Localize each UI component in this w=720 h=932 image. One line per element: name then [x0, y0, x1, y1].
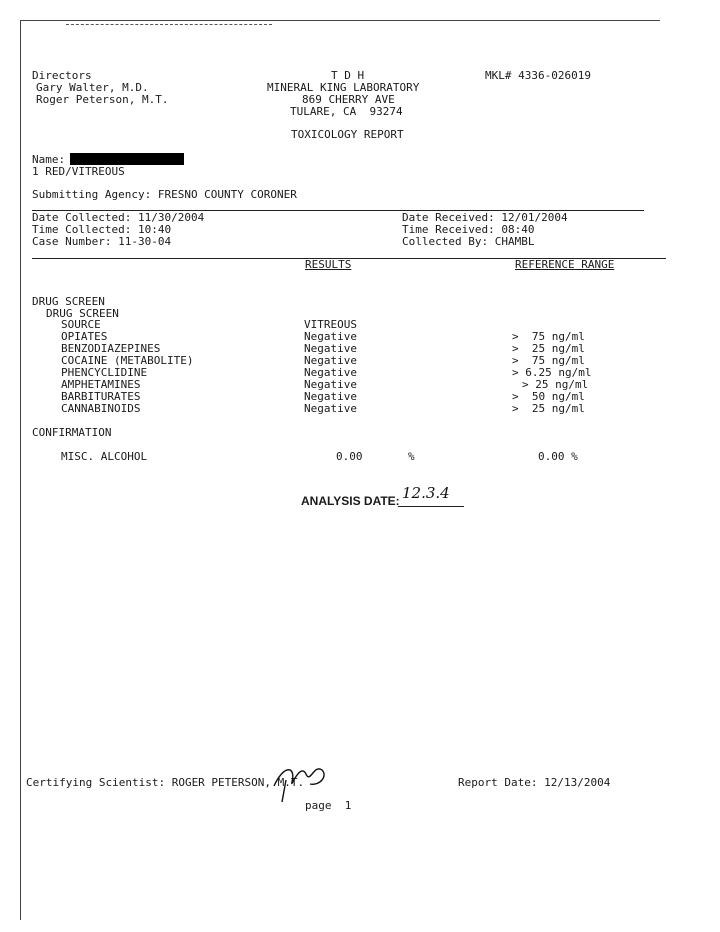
results-header: RESULTS — [305, 258, 352, 271]
table-row-result: Negative — [304, 378, 357, 391]
table-row-result: Negative — [304, 402, 357, 415]
table-row-result: Negative — [304, 390, 357, 403]
table-row-result: Negative — [304, 354, 357, 367]
analysis-date-underline — [398, 506, 464, 507]
alcohol-name: MISC. ALCOHOL — [61, 450, 148, 463]
section-drug-screen: DRUG SCREEN — [32, 295, 105, 308]
table-row-reference: > 75 ng/ml — [512, 330, 585, 343]
lab-line-3: 869 CHERRY AVE — [302, 93, 395, 106]
left-border-line — [20, 20, 21, 920]
table-row-reference: > 25 ng/ml — [522, 378, 589, 391]
table-row-reference: > 25 ng/ml — [512, 402, 585, 415]
table-row-result: Negative — [304, 366, 357, 379]
table-row-name: CANNABINOIDS — [61, 402, 141, 415]
certifying-scientist: Certifying Scientist: ROGER PETERSON, M.T. — [26, 776, 305, 789]
lab-line-1: T D H — [331, 69, 365, 82]
director-1: Gary Walter, M.D. — [36, 81, 149, 94]
collected-by: Collected By: CHAMBL — [402, 235, 535, 248]
alcohol-reference: 0.00 % — [538, 450, 578, 463]
time-received: Time Received: 08:40 — [402, 223, 535, 236]
director-2: Roger Peterson, M.T. — [36, 93, 169, 106]
date-received: Date Received: 12/01/2004 — [402, 211, 568, 224]
table-row-name: PHENCYCLIDINE — [61, 366, 148, 379]
case-number: Case Number: 11-30-04 — [32, 235, 172, 248]
table-row-name: AMPHETAMINES — [61, 378, 141, 391]
redacted-name — [70, 153, 184, 165]
alcohol-value: 0.00 — [336, 450, 363, 463]
table-row-name: BARBITURATES — [61, 390, 141, 403]
section-confirmation: CONFIRMATION — [32, 426, 112, 439]
table-row-reference: > 25 ng/ml — [512, 342, 585, 355]
report-title: TOXICOLOGY REPORT — [291, 128, 404, 141]
table-row-result: Negative — [304, 342, 357, 355]
scan-header-noise — [66, 24, 272, 25]
mkl-number: MKL# 4336-026019 — [485, 69, 591, 82]
specimen: 1 RED/VITREOUS — [32, 165, 125, 178]
table-row-name: OPIATES — [61, 330, 108, 343]
table-row-reference: > 75 ng/ml — [512, 354, 585, 367]
time-collected: Time Collected: 10:40 — [32, 223, 172, 236]
table-row-result: VITREOUS — [304, 318, 357, 331]
table-row-reference: > 50 ng/ml — [512, 390, 585, 403]
directors-label: Directors — [32, 69, 92, 82]
submitting-agency: Submitting Agency: FRESNO COUNTY CORONER — [32, 188, 297, 201]
page-number: page 1 — [305, 799, 352, 812]
table-row-name: SOURCE — [61, 318, 101, 331]
lab-line-4: TULARE, CA 93274 — [290, 105, 403, 118]
report-date: Report Date: 12/13/2004 — [458, 776, 611, 789]
table-row-reference: > 6.25 ng/ml — [512, 366, 592, 379]
table-row-name: BENZODIAZEPINES — [61, 342, 161, 355]
analysis-date-handwritten: 12.3.4 — [402, 484, 450, 502]
date-collected: Date Collected: 11/30/2004 — [32, 211, 205, 224]
section-drug-screen-sub: DRUG SCREEN — [46, 307, 119, 320]
alcohol-unit: % — [408, 450, 415, 463]
lab-line-2: MINERAL KING LABORATORY — [267, 81, 420, 94]
reference-header: REFERENCE RANGE — [515, 258, 615, 271]
analysis-date-label: ANALYSIS DATE: — [301, 494, 400, 508]
table-row-result: Negative — [304, 330, 357, 343]
table-row-name: COCAINE (METABOLITE) — [61, 354, 194, 367]
top-border-line — [20, 20, 660, 21]
name-label: Name: — [32, 153, 66, 166]
